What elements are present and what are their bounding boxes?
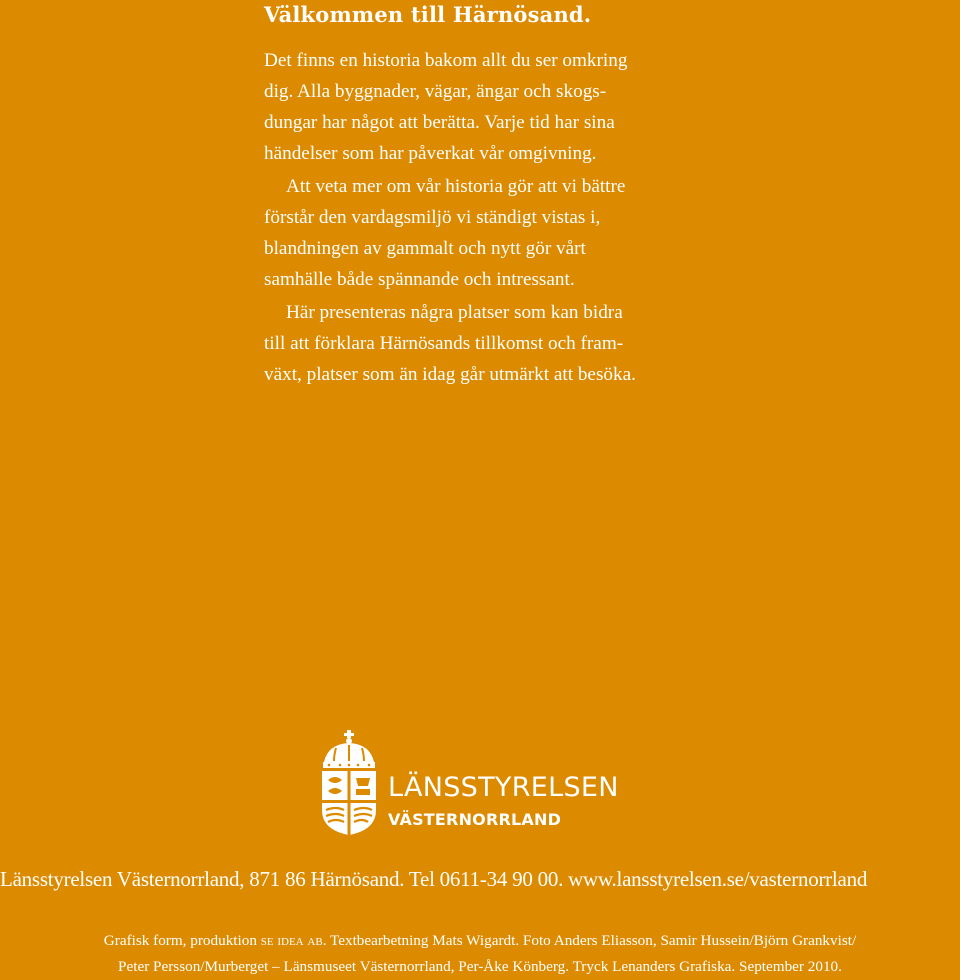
credits-line-2: Peter Persson/Murberget – Länsmuseet Västernorrland, Per-Åke Könberg. Tryck Lenanders Grafiska. September 2010. xyxy=(118,958,842,975)
text-line: Här presenteras några platser som kan bidra xyxy=(286,302,623,323)
text-line: dungar har något att berätta. Varje tid har sina xyxy=(264,111,615,133)
intro-paragraph-1 xyxy=(264,46,704,170)
intro-paragraph-2 xyxy=(264,172,704,296)
contact-address: Länsstyrelsen Västernorrland, 871 86 Härnösand. Tel 0611-34 90 00. www.lansstyrelsen.se/vasternorrland xyxy=(0,867,868,891)
text-line: växt, platser som än idag går utmärkt att besöka. xyxy=(264,363,636,385)
text-line: förstår den vardagsmiljö vi ständigt vistas i, xyxy=(264,206,601,228)
text-line: händelser som har påverkat vår omgivning. xyxy=(264,142,597,164)
logo-region: VÄSTERNORRLAND xyxy=(388,810,562,829)
page-title: Välkommen till Härnösand. xyxy=(264,2,592,27)
credits-agency: se idea ab xyxy=(260,932,323,949)
text-line: Det finns en historia bakom allt du ser omkring xyxy=(264,50,628,71)
text-line: Att veta mer om vår historia gör att vi bättre xyxy=(286,176,626,197)
text-line: samhälle både spännande och intressant. xyxy=(264,268,575,290)
credits-line-1 xyxy=(0,932,960,950)
credits-text: Grafisk form, produktion xyxy=(103,932,261,949)
intro-paragraph-3 xyxy=(264,298,704,391)
text-line: blandningen av gammalt och nytt gör vårt xyxy=(264,237,586,259)
logo-wordmark: LÄNSSTYRELSEN xyxy=(388,772,619,803)
text-line: dig. Alla byggnader, vägar, ängar och skogs- xyxy=(264,80,607,102)
text-line: till att förklara Härnösands tillkomst och fram- xyxy=(264,332,624,354)
crown-shield-icon xyxy=(320,730,378,836)
credits-text: . Textbearbetning Mats Wigardt. Foto Anders Eliasson, Samir Hussein/Björn Grankvist/ xyxy=(322,932,857,949)
